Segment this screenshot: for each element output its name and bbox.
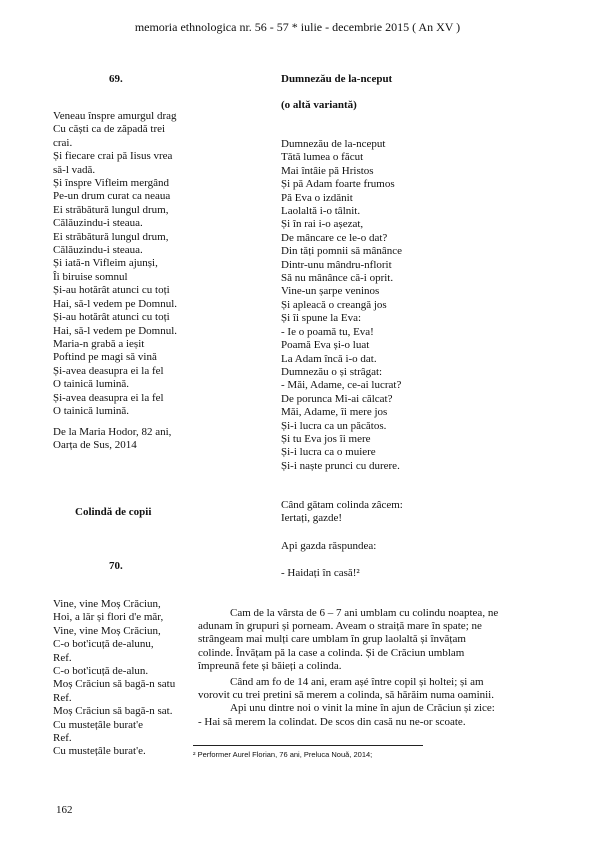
lyric-line: Mai întâie pă Hristos	[281, 164, 374, 177]
lyric-line: Și-avea deasupra ei la fel	[53, 391, 164, 404]
lyric-line: Pă Eva o izdănit	[281, 191, 353, 204]
lyric-line: Laolaltă i-o tâlnit.	[281, 205, 361, 218]
lyric-line: Și-avea deasupra ei la fel	[53, 364, 164, 377]
lyric-line: O tainică lumină.	[53, 404, 130, 417]
lyric-line: Vine-un șarpe veninos	[281, 285, 380, 298]
lyric-line: Hai, să-l vedem pe Domnul.	[53, 297, 178, 310]
prose-line: vorovit cu trei pretini să merem a colinda, să hărăim numa oaminii.	[198, 689, 494, 702]
lyric-line: Și fiecare crai pă Iisus vrea	[53, 150, 173, 163]
lyric-line: - Măi, Adame, ce-ai lucrat?	[281, 379, 402, 392]
footnote-divider	[193, 745, 423, 746]
lyric-line: - Ie o poamă tu, Eva!	[281, 325, 374, 338]
lyric-line: Să nu mânânce că-i oprit.	[281, 272, 394, 285]
lyric-line: Cu mustețâle burat'e	[53, 718, 143, 731]
closing-line: Când gătam colinda zâcem:	[281, 499, 403, 511]
lyric-line: Ei străbătură lungul drum,	[53, 230, 169, 243]
right-closing-invite: - Haidați în casă!²	[281, 567, 360, 579]
lyric-line: C-o bot'icuță de-alunu,	[53, 638, 154, 651]
lyric-line: Din tăți pomnii să mânânce	[281, 245, 402, 258]
right-song-title: Dumnezău de la-nceput	[281, 73, 393, 85]
prose-line: colinde. Învățam pă la case a colinda. Și de Crăciun umblam	[198, 646, 465, 659]
lyric-line: Moș Crăciun să bagă-n sat.	[53, 705, 173, 718]
lyric-line: Vine, vine Moș Crăciun,	[53, 624, 161, 637]
lyric-line: Tătă lumea o făcut	[281, 151, 364, 164]
lyric-line: De porunca Mi-ai călcat?	[281, 392, 393, 405]
lyric-line: Dintr-unu mândru-nflorit	[281, 258, 392, 271]
lyric-line: De mâncare ce le-o dat?	[281, 231, 388, 244]
right-closing-lines	[281, 499, 403, 526]
song-69-lyrics	[53, 110, 177, 418]
song-70-lyrics	[53, 598, 175, 759]
right-closing-reply: Api gazda răspundea:	[281, 540, 377, 552]
lyric-line: Hai, să-l vedem pe Domnul.	[53, 324, 178, 337]
running-header: memoria ethnologica nr. 56 - 57 * iulie - decembrie 2015 ( An XV )	[134, 20, 461, 34]
lyric-line: Și-au hotărât atunci cu toți	[53, 284, 170, 297]
source-line: De la Maria Hodor, 82 ani,	[53, 426, 172, 438]
lyric-line: La Adam încă i-o dat.	[281, 352, 377, 365]
page-number: 162	[56, 804, 73, 816]
right-song-subtitle: (o altă variantă)	[281, 99, 357, 111]
prose-line: împreună fete și băieți a colinda.	[198, 659, 342, 672]
prose-line: strângeam mai mulți care umblam în grup laolaltă și învățam	[198, 633, 466, 646]
lyric-line: Maria-n grabă a ieșit	[53, 337, 145, 350]
lyric-line: Și pă Adam foarte frumos	[281, 178, 395, 191]
prose-line: Cam de la vârsta de 6 – 7 ani umblam cu colindu noaptea, ne	[230, 607, 499, 619]
prose-line: - Hai să merem la colindat. De scos din casă nu ne-or scoate.	[198, 715, 466, 728]
colinda-title: Colindă de copii	[75, 506, 152, 518]
prose-line: Api unu dintre noi o vinit la mine în ajun de Crăciun și zice:	[230, 702, 495, 715]
lyric-line: Și apleacă o creangă jos	[281, 298, 387, 311]
song-69-source	[53, 426, 171, 453]
lyric-line: Și-i lucra ca un păcătos.	[281, 419, 387, 432]
lyric-line: Și înspre Vifleim mergând	[53, 177, 169, 190]
lyric-line: Ref.	[53, 651, 72, 664]
lyric-line: C-o bot'icuță de-alun.	[53, 665, 149, 678]
lyric-line: Hoi, a lăr și flori d'e măr,	[53, 611, 164, 624]
lyric-line: Ei străbătură lungul drum,	[53, 203, 169, 216]
right-song-lyrics	[281, 138, 402, 473]
lyric-line: crai.	[53, 136, 73, 149]
lyric-line: Poftind pe magi să vină	[53, 351, 157, 364]
lyric-line: Veneau înspre amurgul drag	[53, 110, 177, 122]
lyric-line: Călăuzindu-i steaua.	[53, 217, 143, 230]
lyric-line: Și tu Eva jos îi mere	[281, 432, 371, 445]
lyric-line: Și-i naște prunci cu durere.	[281, 459, 400, 472]
lyric-line: Și în rai i-o așezat,	[281, 218, 364, 231]
lyric-line: O tainică lumină.	[53, 378, 130, 391]
lyric-line: Măi, Adame, îi mere jos	[281, 406, 388, 419]
lyric-line: Cu mustețâle burat'e.	[53, 745, 146, 758]
lyric-line: Și-i lucra ca o muiere	[281, 446, 376, 459]
prose-paragraph-1	[198, 607, 523, 673]
footnote: ² Performer Aurel Florian, 76 ani, Preluca Nouă, 2014;	[193, 750, 373, 759]
prose-line: Când am fo de 14 ani, eram așé între copil și holtei; și am	[230, 676, 484, 688]
lyric-line: Pe-un drum curat ca neaua	[53, 190, 171, 203]
lyric-line: Ref.	[53, 732, 72, 745]
lyric-line: Și iată-n Vifleim ajunși,	[53, 257, 158, 270]
source-line: Oarța de Sus, 2014	[53, 439, 137, 452]
song-70-number: 70.	[109, 560, 123, 572]
lyric-line: Îi biruise somnul	[53, 270, 128, 283]
lyric-line: Și îi spune la Eva:	[281, 312, 362, 325]
prose-line: adunam în grupuri și porneam. Aveam o straiță mare în spate; ne	[198, 620, 482, 633]
lyric-line: să-l vadă.	[53, 163, 96, 176]
lyric-line: Și-au hotărât atunci cu toți	[53, 311, 170, 324]
lyric-line: Dumnezău o și strâgat:	[281, 365, 383, 378]
lyric-line: Vine, vine Moș Crăciun,	[53, 598, 161, 610]
prose-paragraph-2	[198, 676, 523, 729]
lyric-line: Cu căști ca de zăpadă trei	[53, 123, 166, 136]
lyric-line: Moș Crăciun să bagă-n satu	[53, 678, 176, 691]
closing-line: Iertați, gazde!	[281, 512, 343, 525]
lyric-line: Călăuzindu-i steaua.	[53, 244, 143, 257]
lyric-line: Dumnezău de la-nceput	[281, 138, 386, 150]
song-69-number: 69.	[109, 73, 123, 85]
lyric-line: Poamă Eva și-o luat	[281, 339, 370, 352]
lyric-line: Ref.	[53, 691, 72, 704]
